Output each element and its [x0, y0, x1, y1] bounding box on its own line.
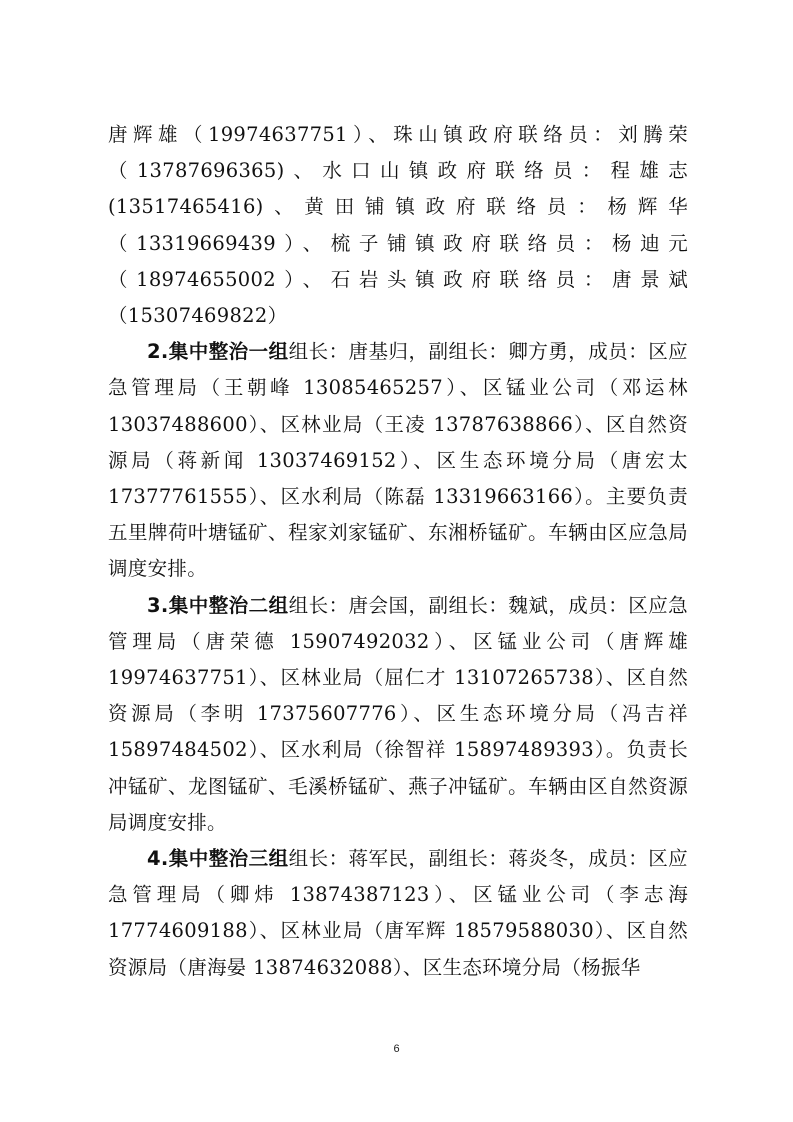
page-number: 6: [393, 1043, 400, 1055]
paragraph-heading: 4.集中整治三组: [147, 847, 289, 871]
paragraph-contacts-continued: [108, 117, 688, 334]
paragraph-heading: 3.集中整治二组: [147, 593, 289, 617]
paragraph-text: 唐辉雄（19974637751）、珠山镇政府联络员：刘腾荣（13787696365)、水口山镇政府联络员：程雄志(13517465416)、黄田铺镇政府联络员：杨辉华（13319669439）、梳子铺镇政府联络员：杨迪元（18974655002）、石岩头镇政府联络员：唐景斌（15307469822）: [108, 123, 688, 328]
paragraph-text: 组长：唐基归，副组长：卿方勇，成员：区应急管理局（王朝峰 13085465257）、区锰业公司（邓运林 13037488600）、区林业局（王凌 13787638866）、区自然资源局（蒋新闻 13037469152）、区生态环境分局（唐宏太 17377761555）、区水利局（陈磊 13319663166）。主要负责五里牌荷叶塘锰矿、程家刘家锰矿、东湘桥锰矿。车辆由区应急局调度安排。: [108, 340, 688, 581]
body-text: [108, 117, 688, 986]
paragraph-group-two: [108, 588, 688, 841]
paragraph-group-one: [108, 334, 688, 587]
paragraph-group-three: [108, 841, 688, 986]
paragraph-heading: 2.集中整治一组: [147, 340, 289, 364]
paragraph-text: 组长：蒋军民，副组长：蒋炎冬，成员：区应急管理局（卿炜 13874387123）、区锰业公司（李志海 17774609188）、区林业局（唐军辉 18579588030）、区自然资源局（唐海晏 13874632088）、区生态环境分局（杨振华: [108, 847, 688, 979]
paragraph-text: 组长：唐会国，副组长：魏斌，成员：区应急管理局（唐荣德 15907492032）、区锰业公司（唐辉雄 19974637751）、区林业局（屈仁才 13107265738）、区自然资源局（李明 17375607776）、区生态环境分局（冯吉祥 15897484502）、区水利局（徐智祥 15897489393）。负责长冲锰矿、龙图锰矿、毛溪桥锰矿、燕子冲锰矿。车辆由区自然资源局调度安排。: [108, 593, 688, 834]
